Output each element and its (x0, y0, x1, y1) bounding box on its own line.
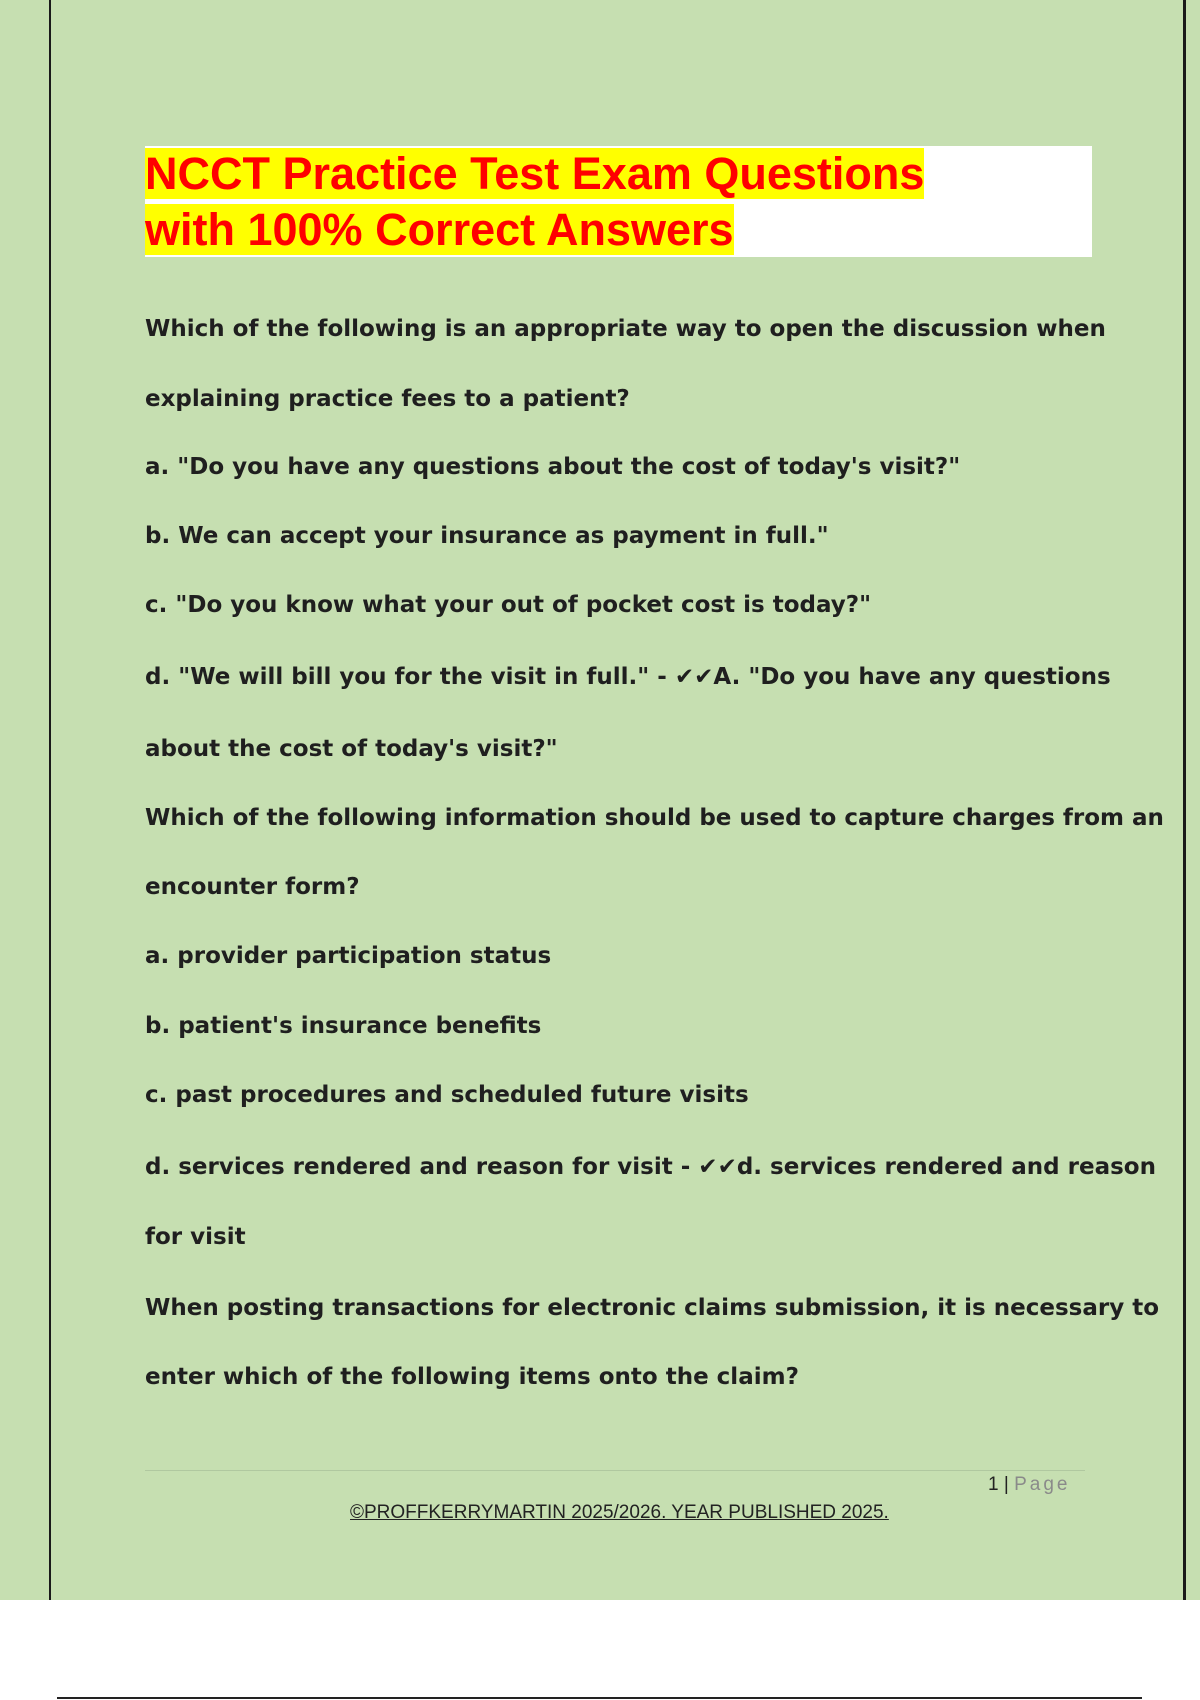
text-line: c. "Do you know what your out of pocket cost is today?" (145, 592, 872, 618)
text-line: Which of the following is an appropriate way to open the discussion when (145, 316, 1106, 342)
text-line: a. "Do you have any questions about the cost of today's visit?" (145, 454, 961, 480)
title-line-1: NCCT Practice Test Exam Questions (145, 148, 925, 199)
text-line: b. We can accept your insurance as payment in full." (145, 523, 829, 549)
text-line: explaining practice fees to a patient? (145, 386, 630, 412)
text-line: enter which of the following items onto the claim? (145, 1364, 799, 1390)
text-line: c. past procedures and scheduled future visits (145, 1082, 749, 1108)
text-line: d. "We will bill you for the visit in full." - ✔✔A. "Do you have any questions (145, 664, 1111, 690)
page-border-right (1183, 0, 1186, 1600)
text-line: encounter form? (145, 874, 360, 900)
page-number-value: 1 (988, 1474, 999, 1495)
text-line: for visit (145, 1224, 246, 1250)
text-line: Which of the following information should be used to capture charges from an (145, 805, 1164, 831)
footer-divider (145, 1470, 1085, 1471)
text-line: d. services rendered and reason for visit - ✔✔d. services rendered and reason (145, 1154, 1156, 1180)
text-line: about the cost of today's visit?" (145, 736, 558, 762)
page-number-separator: | (1003, 1474, 1009, 1495)
page-label: Page (1014, 1474, 1071, 1495)
bottom-divider (57, 1697, 1142, 1699)
page-border-left (49, 0, 51, 1600)
text-line: a. provider participation status (145, 943, 552, 969)
document-title (145, 146, 1092, 258)
title-line-2: with 100% Correct Answers (145, 204, 734, 255)
copyright-footer: ©PROFFKERRYMARTIN 2025/2026. YEAR PUBLISHED 2025. (350, 1502, 889, 1523)
text-line: b. patient's insurance benefits (145, 1013, 542, 1039)
text-line: When posting transactions for electronic claims submission, it is necessary to (145, 1295, 1159, 1321)
page-number (988, 1474, 1070, 1496)
